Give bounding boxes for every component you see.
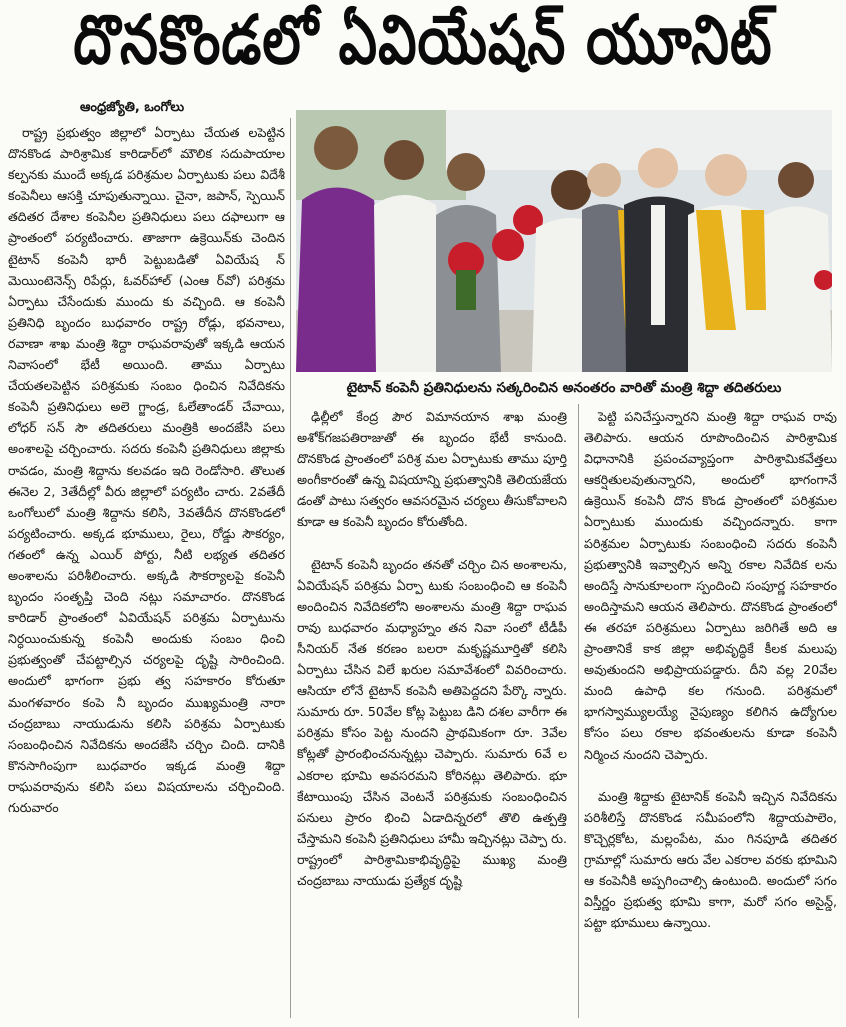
- article-column-2: [297, 406, 567, 1022]
- article-column-1: [8, 122, 285, 1022]
- paragraph: మంత్రి శిద్దాకు టైటానిక్ కంపెనీ ఇచ్చిన నివేదికను పరిశీలిస్తే దొనకొండ సమీపంలోని శిద్దాయపాలెం, కొచ్చెర్లకోట, మల్లంపేట, మం గినపూడి తదితర గ్రామాల్లో సుమారు ఆరు వేల ఎకరాల వరకు భూమిని ఆ కంపెనీకి అప్పగించాల్సి ఉంటుంది. అందులో సగం విస్తీర్ణం ప్రభుత్వ భూమి కాగా, మరో సగం అసైన్డ్, పట్టా భూములు ఉన్నాయి.: [584, 788, 837, 931]
- column-divider: [290, 118, 291, 1018]
- article-column-3: [584, 406, 837, 1022]
- paragraph: ఢిల్లీలో కేంద్ర పౌర విమానయాన శాఖ మంత్రి అశోక్‌గజపతిరాజుతో ఈ బృందం భేటీ కానుంది. దొనకొండ ప్రాంతంలో పరిశ్ర మల ఏర్పాటుకు తాము పూర్తి అంగీకారంతో ఉన్న విషయాన్ని ప్రభుత్వానికి తెలియజేయ డంతో పాటు సత్వరం ఆవసరమైన చర్యలు తీసుకోవాలని కూడా ఆ కంపెనీ బృందం కోరుతోంది.: [297, 409, 567, 530]
- photo-caption: టైటాన్ కంపెనీ ప్రతినిధులను సత్కరించిన అనంతరం వారితో మంత్రి శిద్దా తదితరులు: [346, 379, 782, 396]
- news-photo: [296, 110, 832, 372]
- headline: దొనకొండలో ఏవియేషన్ యూనిట్: [73, 0, 773, 79]
- byline: ఆంధ్రజ్యోతి, ఒంగోలు: [80, 100, 185, 115]
- paragraph: రాష్ట్ర ప్రభుత్వం జిల్లాలో ఏర్పాటు చేయత లపెట్టిన దొనకొండ పారిశ్రామిక కారిడార్‌లో మౌలిక సదుపాయాల కల్పనకు ముందే అక్కడ పరిశ్రమల ఏర్పాటుకు పలు విదేశీ కంపెనీలు ఆసక్తి చూపుతున్నాయి. చైనా, జపాన్, స్పెయిన్ తదితర దేశాల కంపెనీల ప్రతినిధులు పలు దఫాలుగా ఆ ప్రాంతంలో పర్యటించారు. తాజాగా ఉక్రెయిన్‌కు చెందిన టైటాన్ కంపెనీ భారీ పెట్టుబడితో ఏవియేష న్ మెయింటెనెన్స్ రిపేర్లు, ఓవర్‌హాల్ (ఎంఆ ర్‌వో) పరిశ్రమ ఏర్పాటు చేసేందుకు ముందు కు వచ్చింది. ఆ కంపెనీ ప్రతినిధి బృందం బుధవారం రాష్ట్ర రోడ్లు, భవనాలు, రవాణా శాఖ మంత్రి శిద్దా రాఘవరావుతో ఇక్కడి ఆయన నివాసంలో భేటీ అయింది. తాము ఏర్పాటు చేయతలపెట్టిన పరిశ్రమకు సంబం ధించిన నివేదికను కంపెనీ ప్రతినిధులు అలె గ్జాండ్ర, ఓలేతాండర్ చేవాయి, లోధర్ సన్ సౌ తదితరులు మంత్రికి అందజేసి పలు అంశాలపై చర్చించారు. సదరు కంపెనీ ప్రతినిధులు జిల్లాకు రావడం, మంత్రి శిద్దాను కలవడం ఇది రెండోసారి. తొలుత ఈనెల 2, 3తేదీల్లో వీరు జిల్లాలో పర్యటిం చారు. 2వతేదీ ఒంగోలులో మంత్రి శిద్దాను కలిసి, 3వతేదీన దొనకొండలో పర్యటించారు. అక్కడ భూములు, రైలు, రోడ్డు సౌకర్యం, గతంలో ఉన్న ఎయిర్ పోర్టు, నీటి లభ్యత తదితర అంశాలను పరిశీలించారు. అక్కడి సౌకర్యాలపై కంపెనీ బృందం సంతృప్తి చెంది నట్లు సమాచారం. దొనకొండ కారిడార్ ప్రాంతంలో ఏవియేషన్ పరిశ్రమ ఏర్పాటును నిర్ధయించుకున్న కంపెనీ అందుకు సంబం ధించి ప్రభుత్వంతో చేపట్టాల్సిన చర్యలపై దృష్టి సారించింది. అందులో భాగంగా ప్రభు త్వ సహకారం కోరుతూ మంగళవారం కంపె నీ బృందం ముఖ్యమంత్రి నారా చంద్రబాబు నాయుడును కలిసి పరిశ్రమ ఏర్పాటుకు సంబంధించిన నివేదికను అందజేసి చర్చిం చింది. దానికి కొనసాగింపుగా బుధవారం ఇక్కడ మంత్రి శిద్దా రాఘవరావును కలిసి పలు విషయాలను చర్చించింది. గురువారం: [8, 125, 285, 815]
- column-divider: [578, 404, 579, 1018]
- photo-illustration: [296, 110, 832, 372]
- paragraph: పెట్టి పనిచేస్తున్నారని మంత్రి శిద్దా రాఘవ రావు తెలిపారు. ఆయన రూపొందించిన పారిశ్రామిక విధానానికి ప్రపంచవ్యాప్తంగా పారిశ్రామికవేత్తలు ఆకర్షితులవుతున్నారని, అందులో భాగంగానే ఉక్రెయిన్ కంపెనీ దొన కొండ ప్రాంతంలో పరిశ్రమల ఏర్పాటుకు ముందుకు వచ్చిందన్నారు. కాగా పరిశ్రమల ఏర్పాటుకు సంబంధించి సదరు కంపెనీ ప్రభుత్వానికి ఇవ్వాల్సిన అన్ని రకాల నివేదిక లను అందిస్తే సానుకూలంగా స్పందించి సంపూర్ణ సహకారం అందిస్తామని ఆయన తెలిపారు. దొనకొండ ప్రాంతంలో ఈ తరహా పరిశ్రమలు ఏర్పాటు జరిగితే అది ఆ ప్రాంతానికే కాక జిల్లా అభివృద్ధికే కీలక మలుపు అవుతుందని అభిప్రాయపడ్డారు. దీని వల్ల 20వేల మంది ఉపాధి కల గనుంది. పరిశ్రమలో భాగస్వామ్యులయ్యే నైపుణ్యం కలిగిన ఉద్యోగుల కోసం పలు రకాల భవంతులను కూడా కంపెనీ నిర్మించ నుందని చెప్పారు.: [584, 409, 837, 762]
- paragraph: టైటాన్ కంపెనీ బృందం తనతో చర్చిం చిన అంశాలను, ఏవియేషన్ పరిశ్రమ ఏర్పా టుకు సంబంధించి ఆ కంపెనీ అందించిన నివేదికలోని అంశాలను మంత్రి శిద్దా రాఘవ రావు బుధవారం మధ్యాహ్నం తన నివా సంలో టీడీపీ సీనియర్ నేత కరణం బలరా మకృష్ణమూర్తితో కలిసి ఏర్పాటు చేసిన విలే ఖరుల సమావేశంలో వివరించారు. ఆసియా లోనే టైటాన్ కంపెనీ అతిపెద్దదని పేర్కొ న్నారు. సుమారు రూ. 50వేల కోట్ల పెట్టుబ డిని దశల వారీగా ఈ పరిశ్రమ కోసం పెట్ట నుందని ప్రాథమికంగా రూ. 3వేల కోట్లతో ప్రారంభించనున్నట్లు చెప్పారు. సుమారు 6వే ల ఎకరాల భూమి అవసరమని కోరినట్లు తెలిపారు. భూ కేటాయింపు చేసిన వెంటనే పరిశ్రమకు సంబంధించిన పనులు ప్రారం భించి ఏడాదిన్నరలో తొలి ఉత్పత్తి చేస్తామని కంపెనీ ప్రతినిధులు హామీ ఇచ్చినట్లు చెప్పా రు. రాష్ట్రంలో పారిశ్రామికాభివృద్ధిపై ముఖ్య మంత్రి చంద్రబాబు నాయుడు ప్రత్యేక దృష్టి: [297, 556, 567, 888]
